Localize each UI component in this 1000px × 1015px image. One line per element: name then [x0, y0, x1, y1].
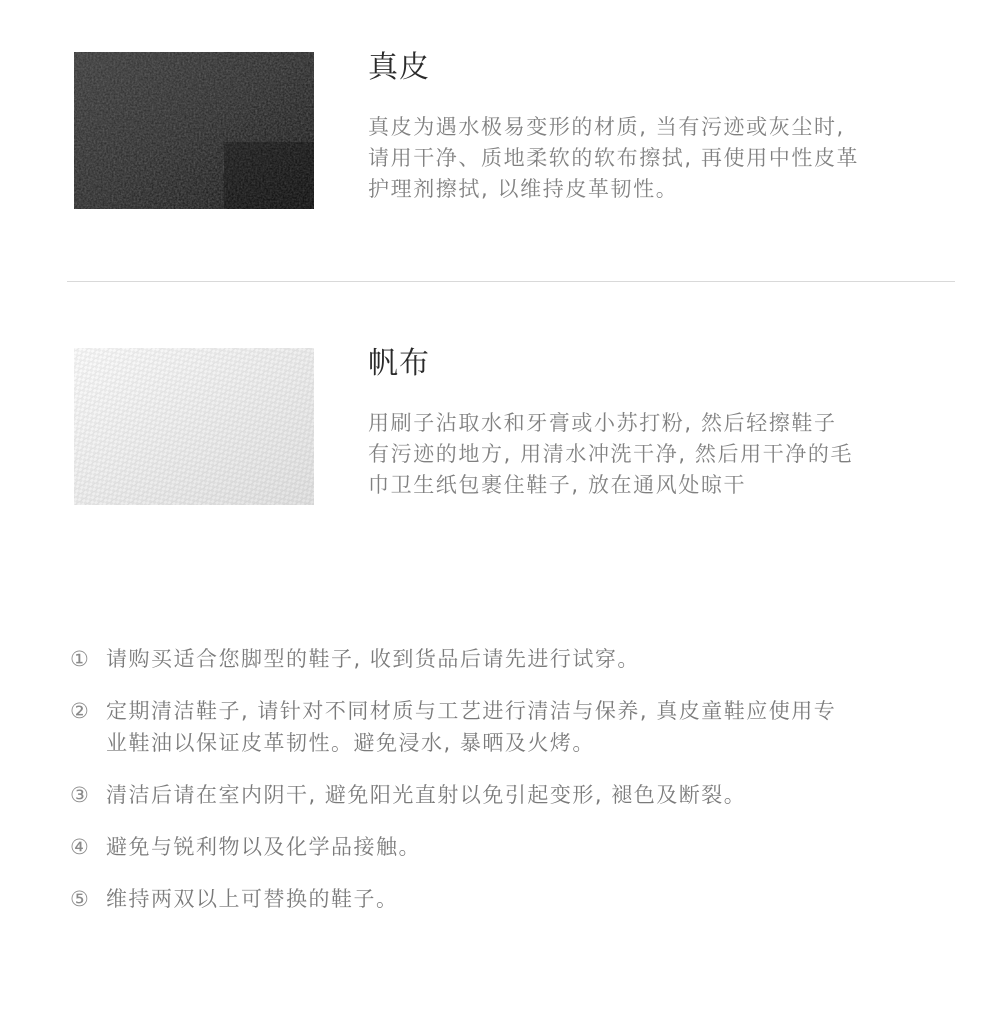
- tip-number: ①: [70, 647, 91, 671]
- material-title: 帆布: [368, 346, 430, 381]
- description-line: 用刷子沾取水和牙膏或小苏打粉, 然后轻擦鞋子: [368, 411, 837, 435]
- material-description: [368, 112, 928, 205]
- tip-item: [70, 883, 950, 915]
- tip-item: [70, 643, 950, 675]
- tip-number: ②: [70, 699, 91, 723]
- tip-number: ③: [70, 783, 91, 807]
- care-tips-list: [70, 643, 950, 935]
- description-line: 护理剂擦拭, 以维持皮革韧性。: [368, 177, 679, 201]
- tip-text: 业鞋油以保证皮革韧性。避免浸水, 暴晒及火烤。: [106, 731, 595, 755]
- material-title: 真皮: [368, 50, 430, 85]
- description-line: 有污迹的地方, 用清水冲洗干净, 然后用干净的毛: [368, 442, 854, 466]
- description-line: 请用干净、质地柔软的软布擦拭, 再使用中性皮革: [368, 146, 860, 170]
- tip-item: [70, 695, 950, 759]
- tip-number: ⑤: [70, 887, 91, 911]
- tip-text: 避免与锐利物以及化学品接触。: [106, 835, 421, 859]
- description-line: 巾卫生纸包裹住鞋子, 放在通风处晾干: [368, 473, 747, 497]
- tip-text: 维持两双以上可替换的鞋子。: [106, 887, 399, 911]
- description-line: 真皮为遇水极易变形的材质, 当有污迹或灰尘时,: [368, 115, 845, 139]
- canvas-swatch-image: [74, 348, 314, 505]
- tip-item: [70, 779, 950, 811]
- leather-swatch-image: [74, 52, 314, 209]
- tip-text: 定期清洁鞋子, 请针对不同材质与工艺进行清洁与保养, 真皮童鞋应使用专: [106, 699, 837, 723]
- material-description: [368, 408, 928, 501]
- tip-text: 清洁后请在室内阴干, 避免阳光直射以免引起变形, 褪色及断裂。: [106, 783, 747, 807]
- tip-number: ④: [70, 835, 91, 859]
- tip-item: [70, 831, 950, 863]
- section-divider: [67, 281, 955, 282]
- tip-text: 请购买适合您脚型的鞋子, 收到货品后请先进行试穿。: [106, 647, 640, 671]
